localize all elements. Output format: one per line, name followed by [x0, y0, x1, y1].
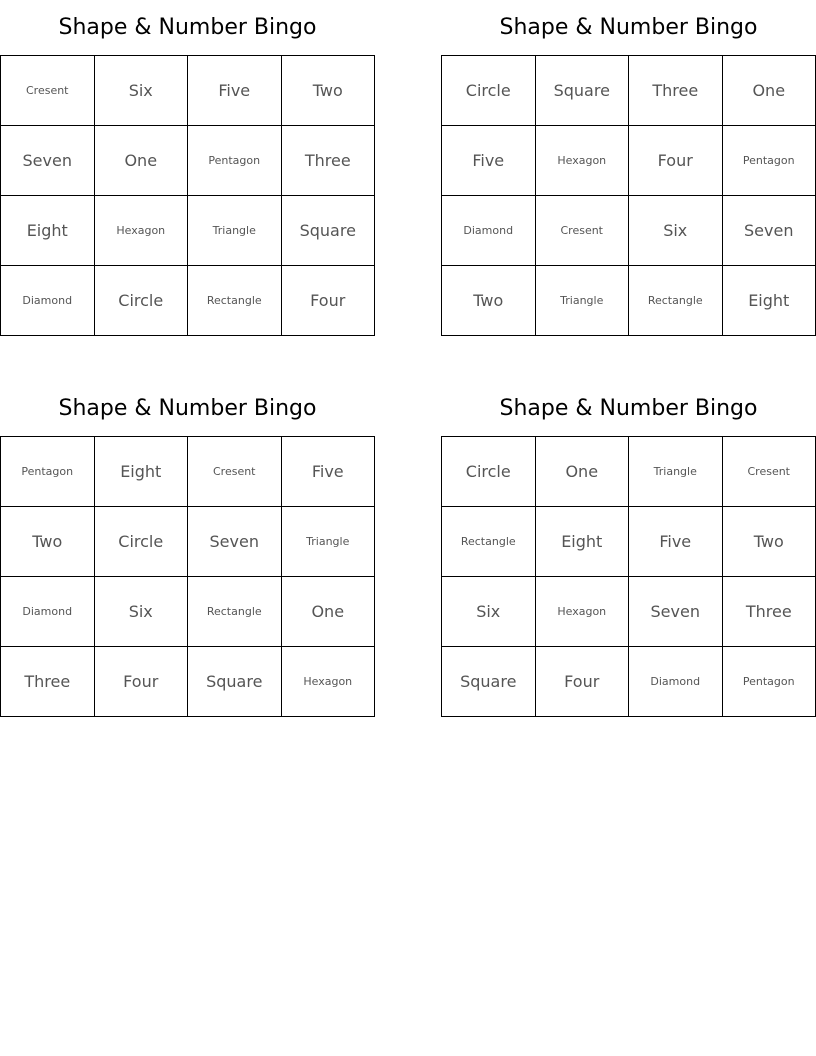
grid-row — [442, 56, 816, 126]
grid-row — [442, 266, 816, 336]
grid-row — [1, 437, 375, 507]
grid-row — [442, 126, 816, 196]
grid-row — [442, 196, 816, 266]
bingo-cell: Circle — [94, 266, 188, 336]
bingo-cell: Five — [281, 437, 375, 507]
bingo-cell: Five — [442, 126, 536, 196]
bingo-cell: Square — [281, 196, 375, 266]
bingo-cell: Four — [535, 647, 629, 717]
bingo-grid — [441, 55, 816, 336]
bingo-cell: Seven — [188, 507, 282, 577]
bingo-grid — [0, 55, 375, 336]
bingo-cell: Five — [629, 507, 723, 577]
bingo-cell: Triangle — [629, 437, 723, 507]
bingo-cell: Four — [629, 126, 723, 196]
bingo-cell: Two — [281, 56, 375, 126]
bingo-cell: Two — [442, 266, 536, 336]
bingo-card-3 — [0, 381, 375, 717]
bingo-cell: Diamond — [1, 266, 95, 336]
bingo-cell: Circle — [442, 437, 536, 507]
bingo-cell: Six — [94, 577, 188, 647]
card-title: Shape & Number Bingo — [499, 396, 758, 421]
bingo-cell: Diamond — [1, 577, 95, 647]
bingo-cell: Two — [1, 507, 95, 577]
bingo-cell: Pentagon — [188, 126, 282, 196]
grid-row — [442, 647, 816, 717]
bingo-cell: Triangle — [188, 196, 282, 266]
bingo-cell: Seven — [1, 126, 95, 196]
bingo-cell: Rectangle — [188, 266, 282, 336]
bingo-cell: Triangle — [535, 266, 629, 336]
grid-row — [1, 507, 375, 577]
bingo-card-1 — [0, 0, 375, 336]
bingo-cell: Square — [535, 56, 629, 126]
bingo-grid — [0, 436, 375, 717]
bingo-cell: Cresent — [188, 437, 282, 507]
grid-row — [442, 437, 816, 507]
bingo-cell: One — [722, 56, 816, 126]
bingo-cell: Eight — [535, 507, 629, 577]
bingo-cell: Circle — [442, 56, 536, 126]
bingo-cell: Three — [1, 647, 95, 717]
bingo-cell: One — [94, 126, 188, 196]
bingo-cell: Circle — [94, 507, 188, 577]
grid-row — [442, 507, 816, 577]
bingo-cell: Cresent — [535, 196, 629, 266]
bingo-cell: Pentagon — [1, 437, 95, 507]
bingo-cell: Square — [442, 647, 536, 717]
bingo-cell: Diamond — [629, 647, 723, 717]
bingo-card-2 — [441, 0, 816, 336]
bingo-cell: Hexagon — [535, 126, 629, 196]
bingo-cell: Four — [94, 647, 188, 717]
grid-row — [1, 577, 375, 647]
bingo-cell: Rectangle — [442, 507, 536, 577]
bingo-cell: Three — [281, 126, 375, 196]
bingo-cell: Square — [188, 647, 282, 717]
grid-row — [1, 56, 375, 126]
grid-row — [1, 647, 375, 717]
bingo-cell: Rectangle — [629, 266, 723, 336]
bingo-cell: Hexagon — [535, 577, 629, 647]
card-title: Shape & Number Bingo — [58, 396, 317, 421]
card-title: Shape & Number Bingo — [499, 15, 758, 40]
bingo-cell: Rectangle — [188, 577, 282, 647]
bingo-cell: Seven — [629, 577, 723, 647]
bingo-cell: Eight — [94, 437, 188, 507]
bingo-cell: Cresent — [722, 437, 816, 507]
bingo-cell: Eight — [1, 196, 95, 266]
bingo-cell: Five — [188, 56, 282, 126]
bingo-cell: Three — [629, 56, 723, 126]
bingo-cell: Two — [722, 507, 816, 577]
bingo-grid — [441, 436, 816, 717]
bingo-cell: Six — [442, 577, 536, 647]
bingo-cell: Hexagon — [94, 196, 188, 266]
grid-row — [1, 266, 375, 336]
bingo-cell: Triangle — [281, 507, 375, 577]
bingo-cell: Cresent — [1, 56, 95, 126]
bingo-cell: Eight — [722, 266, 816, 336]
bingo-cell: Six — [629, 196, 723, 266]
bingo-cell: Seven — [722, 196, 816, 266]
bingo-cell: Three — [722, 577, 816, 647]
grid-row — [1, 126, 375, 196]
card-title: Shape & Number Bingo — [58, 15, 317, 40]
bingo-cell: Six — [94, 56, 188, 126]
bingo-cell: Four — [281, 266, 375, 336]
bingo-cell: Pentagon — [722, 126, 816, 196]
grid-row — [442, 577, 816, 647]
bingo-cell: Hexagon — [281, 647, 375, 717]
bingo-cell: Pentagon — [722, 647, 816, 717]
bingo-cell: One — [281, 577, 375, 647]
grid-row — [1, 196, 375, 266]
bingo-cell: One — [535, 437, 629, 507]
bingo-card-4 — [441, 381, 816, 717]
bingo-cell: Diamond — [442, 196, 536, 266]
